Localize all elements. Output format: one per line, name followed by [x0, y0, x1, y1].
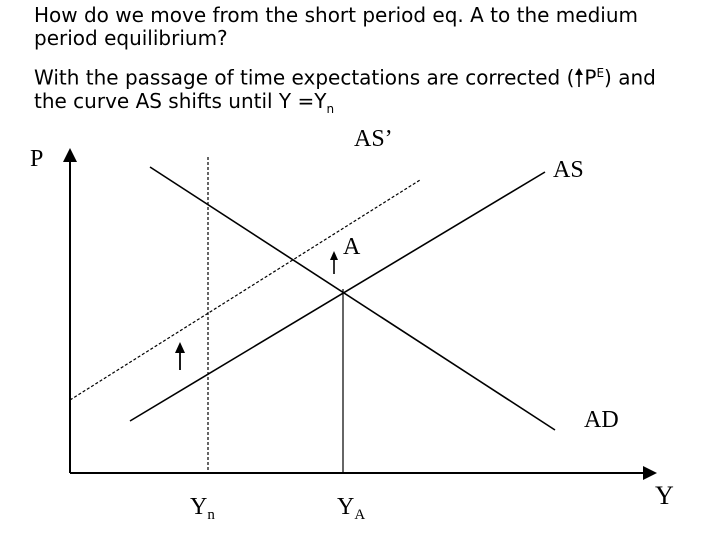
question-line-1: How do we move from the short period eq. A to the medium — [34, 3, 638, 27]
answer-text-3: the curve AS shifts until Y =Y — [34, 88, 327, 113]
yn-label-main: Y — [190, 494, 208, 520]
price-symbol: P — [584, 65, 597, 90]
y-axis-label: P — [30, 146, 44, 172]
answer-text-1: With the passage of time expectations are corrected ( — [34, 65, 575, 90]
ad-label: AD — [584, 407, 619, 433]
ad-curve — [150, 167, 555, 430]
as-shifted-curve — [70, 180, 420, 400]
shift-arrow-icon — [175, 342, 185, 370]
natural-subscript: n — [326, 101, 335, 116]
ya-label-sub: A — [354, 507, 366, 523]
equilibrium-arrow-icon — [330, 251, 338, 274]
as-shifted-label: AS’ — [354, 126, 393, 152]
as-label: AS — [553, 157, 584, 183]
yn-label-sub: n — [207, 507, 215, 523]
equilibrium-label: A — [343, 234, 361, 260]
answer-text-2: ) and — [604, 65, 656, 90]
x-axis-label: Y — [655, 481, 674, 510]
yn-label — [190, 494, 215, 523]
ya-label-main: Y — [337, 494, 355, 520]
question-line-2: period equilibrium? — [34, 26, 228, 50]
expectation-superscript: E — [596, 66, 605, 80]
ya-label — [337, 494, 365, 523]
